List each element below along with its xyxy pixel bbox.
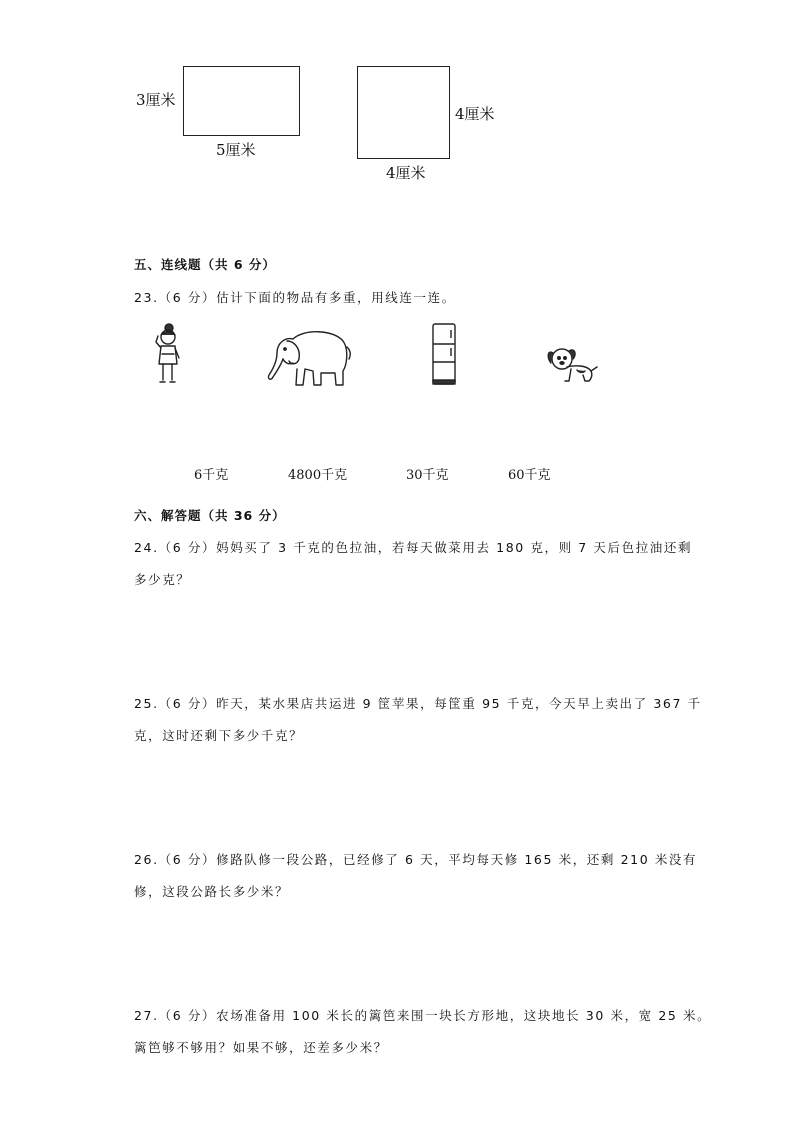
puppy-icon — [545, 343, 599, 385]
question-23: 23.（6 分）估计下面的物品有多重，用线连一连。 — [134, 290, 456, 305]
square-figure — [357, 66, 450, 159]
square-side-label: 4厘米 — [455, 105, 495, 123]
question-25-line-2: 克，这时还剩下多少千克？ — [134, 728, 304, 743]
weight-option-2: 4800千克 — [288, 468, 348, 483]
weight-option-1: 6千克 — [194, 468, 229, 483]
weight-option-3: 30千克 — [406, 468, 449, 483]
question-27-line-1: 27.（6 分）农场准备用 100 米长的篱笆来围一块长方形地，这块地长 30 米，宽 25 米。 — [134, 1008, 712, 1023]
question-26-line-1: 26.（6 分）修路队修一段公路，已经修了 6 天，平均每天修 165 米，还剩 210 米没有 — [134, 852, 698, 867]
girl-icon — [148, 322, 184, 388]
square-bottom-label: 4厘米 — [386, 164, 426, 182]
rectangle-figure — [183, 66, 300, 136]
rectangle-height-label: 3厘米 — [136, 91, 176, 109]
question-24-line-2: 多少克？ — [134, 572, 191, 587]
refrigerator-icon — [430, 322, 458, 388]
question-24-line-1: 24.（6 分）妈妈买了 3 千克的色拉油，若每天做菜用去 180 克，则 7 天后色拉油还剩 — [134, 540, 693, 555]
section-six-heading: 六、解答题（共 36 分） — [134, 508, 286, 523]
weight-option-4: 60千克 — [508, 468, 551, 483]
elephant-icon — [263, 325, 351, 389]
question-25-line-1: 25.（6 分）昨天，某水果店共运进 9 筐苹果，每筐重 95 千克，今天早上卖出了 367 千 — [134, 696, 702, 711]
question-26-line-2: 修，这段公路长多少米？ — [134, 884, 290, 899]
section-five-heading: 五、连线题（共 6 分） — [134, 257, 276, 272]
question-27-line-2: 篱笆够不够用？如果不够，还差多少米？ — [134, 1040, 388, 1055]
rectangle-width-label: 5厘米 — [216, 141, 256, 159]
